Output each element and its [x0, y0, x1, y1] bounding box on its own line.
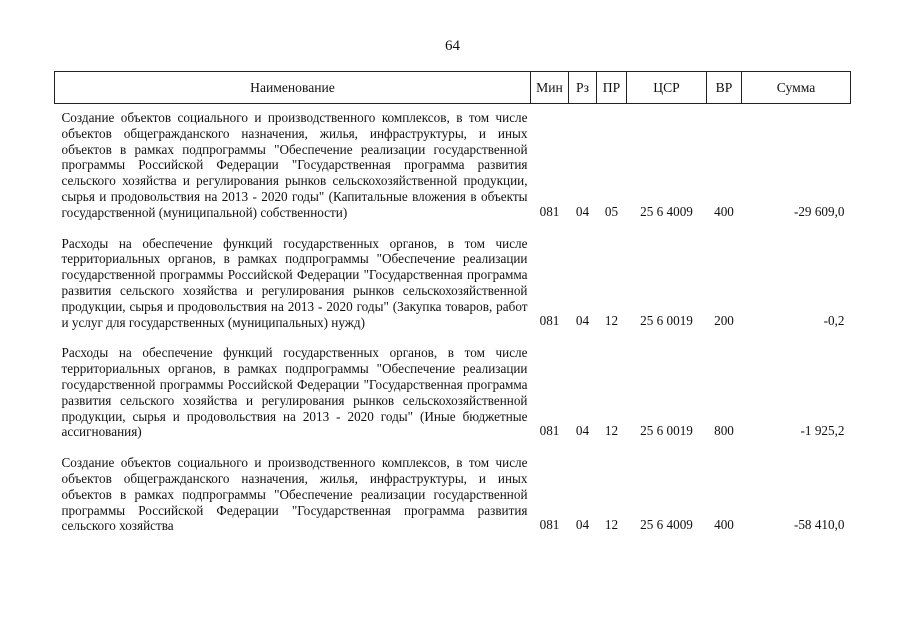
table-row	[55, 345, 851, 441]
row-min: 081	[539, 517, 560, 533]
row-sum: -0,2	[823, 313, 845, 329]
row-csr: 25 6 0019	[640, 423, 693, 439]
row-min: 081	[539, 423, 560, 439]
row-pr: 12	[604, 517, 619, 533]
table-header-row	[55, 72, 851, 104]
table-row	[55, 455, 851, 535]
header-vr: ВР	[707, 72, 742, 104]
row-spacer	[55, 222, 851, 236]
row-min: 081	[539, 203, 560, 219]
row-sum: -1 925,2	[800, 423, 845, 439]
row-pr: 12	[604, 313, 619, 329]
header-csr: ЦСР	[627, 72, 707, 104]
row-sum: -29 609,0	[793, 203, 845, 219]
row-rz: 04	[575, 517, 590, 533]
row-rz: 04	[575, 423, 590, 439]
page-number: 64	[445, 38, 460, 54]
row-description: Создание объектов социального и производственного комплексов, в том числе объектов общегражданского назначения, жилья, инфраструктуры, и иных объектов в рамках подпрограммы "Обеспечение реализации государственной программы Российской Федерации "Государственная программа развития сельского хозяйства	[61, 455, 528, 534]
header-sum: Сумма	[742, 72, 851, 104]
budget-table	[54, 71, 851, 535]
row-spacer	[55, 441, 851, 455]
row-csr: 25 6 4009	[640, 203, 693, 219]
row-pr: 05	[604, 203, 619, 219]
row-description: Расходы на обеспечение функций государственных органов, в том числе территориальных органов, в рамках подпрограммы "Обеспечение реализации государственной программы Российской Федерации "Государственная программа развития сельского хозяйства и регулирования рынков сельскохозяйственной продукции, сырья и продовольствия на 2013 - 2020 годы" (Иные бюджетные ассигнования)	[61, 345, 528, 440]
row-spacer	[55, 331, 851, 345]
table-row	[55, 236, 851, 332]
header-rz: Рз	[569, 72, 597, 104]
table-row	[55, 104, 851, 222]
header-min: Мин	[531, 72, 569, 104]
row-description: Расходы на обеспечение функций государственных органов, в том числе территориальных органов, в рамках подпрограммы "Обеспечение реализации государственной программы Российской Федерации "Государственная программа развития сельского хозяйства и регулирования рынков сельскохозяйственной продукции, сырья и продовольствия на 2013 - 2020 годы" (Закупка товаров, работ и услуг для государственных (муниципальных) нужд)	[61, 235, 528, 330]
row-pr: 12	[604, 423, 619, 439]
row-min: 081	[539, 313, 560, 329]
row-vr: 400	[714, 517, 734, 533]
row-description: Создание объектов социального и производственного комплексов, в том числе объектов общегражданского назначения, жилья, инфраструктуры, и иных объектов в рамках подпрограммы "Обеспечение реализации государственной программы Российской Федерации "Государственная программа развития сельского хозяйства и регулирования рынков сельскохозяйственной продукции, сырья и продовольствия на 2013 - 2020 годы" (Капитальные вложения в объекты государственной (муниципальной) собственности)	[61, 110, 528, 220]
header-name: Наименование	[55, 72, 531, 104]
row-csr: 25 6 0019	[640, 313, 693, 329]
row-rz: 04	[575, 313, 590, 329]
header-pr: ПР	[597, 72, 627, 104]
row-vr: 400	[714, 203, 734, 219]
row-sum: -58 410,0	[793, 517, 845, 533]
row-vr: 200	[714, 313, 734, 329]
row-vr: 800	[714, 423, 734, 439]
row-rz: 04	[575, 203, 590, 219]
row-csr: 25 6 4009	[640, 517, 693, 533]
